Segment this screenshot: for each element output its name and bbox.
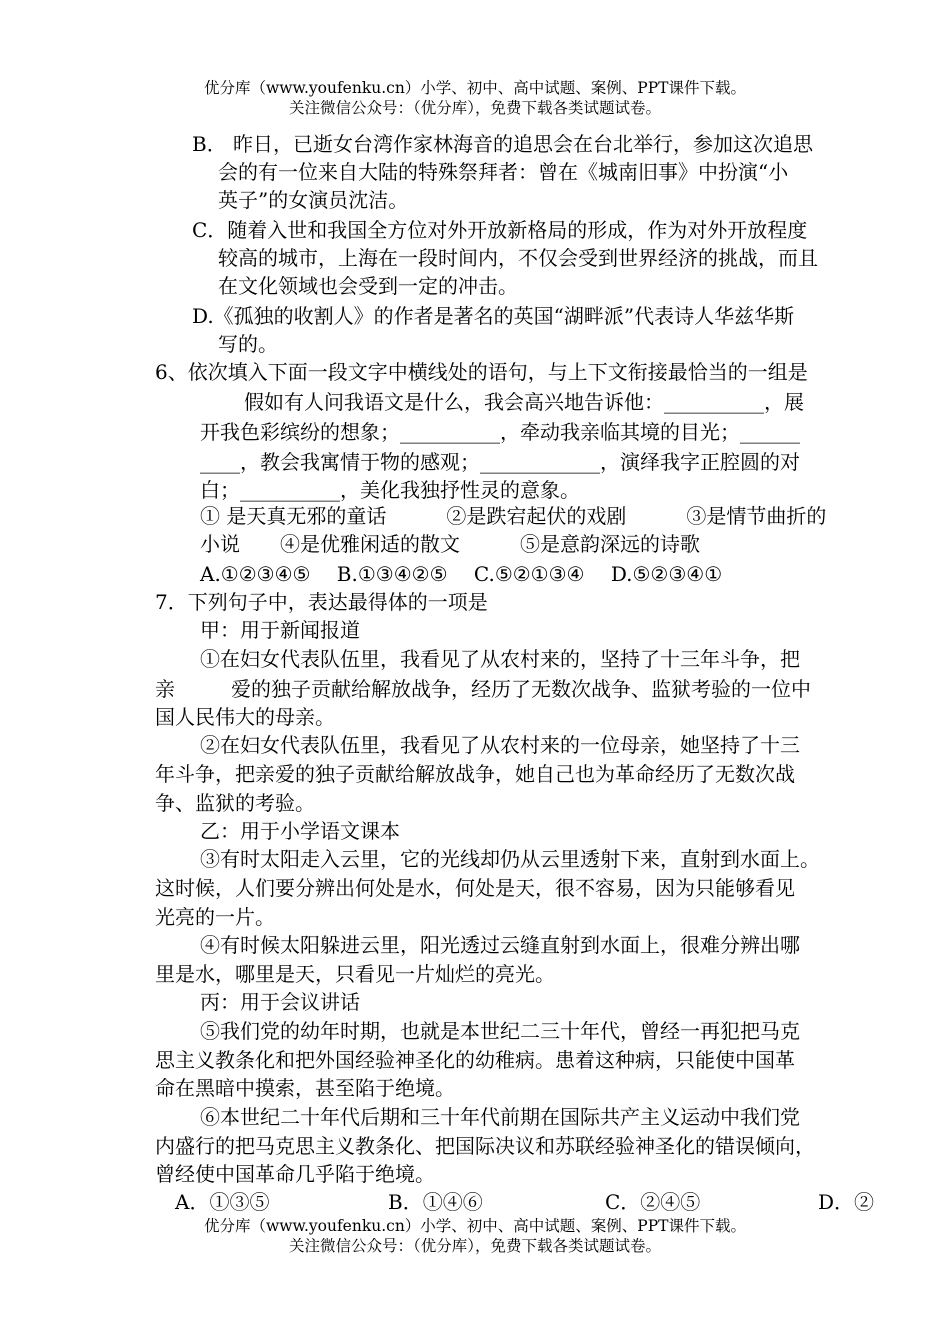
- q7-yi-label: 乙：用于小学语文课本: [200, 819, 400, 843]
- q7-sentence-1-line-3: 国人民伟大的母亲。: [155, 705, 335, 729]
- q7-sentence-4-line-2: 里是水，哪里是天，只看见一片灿烂的亮光。: [155, 962, 555, 986]
- q7-sentence-5-line-2: 思主义教条化和把外国经验神圣化的幼稚病。患着这种病，只能使中国革: [155, 1048, 795, 1072]
- q7-sentence-1-line-2: [155, 675, 811, 703]
- footer-line-1: 优分库（www.youfenku.cn）小学、初中、高中试题、案例、PPT课件下载。: [203, 1217, 747, 1235]
- q7-sentence-1-line-2a: 亲: [155, 677, 175, 701]
- q7-sentence-3-line-3: 光亮的一片。: [155, 905, 275, 929]
- header-line-2: 关注微信公众号：（优分库），免费下载各类试题试卷。: [288, 99, 661, 117]
- header-line-1: 优分库（www.youfenku.cn）小学、初中、高中试题、案例、PPT课件下载。: [203, 79, 747, 97]
- q7-option-a: A．①③⑤: [175, 1190, 270, 1214]
- q7-sentence-5-line-3: 命在黑暗中摸索，甚至陷于绝境。: [155, 1076, 455, 1100]
- q6-passage-line-4: 白；__________，美化我独抒性灵的意象。: [200, 478, 580, 502]
- q5-option-d-line-2: 写的。: [218, 332, 278, 356]
- q7-stem: 7．下列句子中，表达最得体的一项是: [155, 590, 488, 614]
- q6-answer-options: A.①②③④⑤ B.①③④②⑤ C.⑤②①③④ D.⑤②③④①: [200, 562, 723, 586]
- footer-line-2: 关注微信公众号：（优分库），免费下载各类试题试卷。: [288, 1237, 661, 1255]
- q7-option-d: D．②: [818, 1190, 875, 1214]
- q5-option-c-line-1: C．随着入世和我国全方位对外开放新格局的形成，作为对外开放程度: [192, 218, 808, 242]
- q5-option-b-line-1: B． 昨日，已逝女台湾作家林海音的追思会在台北举行，参加这次追思: [192, 132, 814, 156]
- q5-option-b-line-2: 会的有一位来自大陆的特殊祭拜者：曾在《城南旧事》中扮演“小: [218, 160, 789, 184]
- q7-sentence-3-line-2: 这时候，人们要分辨出何处是水，何处是天，很不容易，因为只能够看见: [155, 876, 795, 900]
- q7-sentence-6-line-3: 曾经使中国革命几乎陷于绝境。: [155, 1162, 435, 1186]
- q7-sentence-2-line-3: 争、监狱的考验。: [155, 791, 315, 815]
- q6-passage-line-1: 假如有人问我语文是什么，我会高兴地告诉他：__________，展: [244, 390, 804, 414]
- q6-passage-line-3: ____，教会我寓情于物的感观；____________，演绎我字正腔圆的对: [200, 450, 800, 474]
- q7-sentence-6-line-1: ⑥本世纪二十年代后期和三十年代前期在国际共产主义运动中我们党: [200, 1105, 800, 1129]
- q7-jia-label: 甲：用于新闻报道: [200, 618, 360, 642]
- q7-sentence-6-line-2: 内盛行的把马克思主义教条化、把国际决议和苏联经验神圣化的错误倾向，: [155, 1134, 815, 1158]
- q7-option-c: C．②④⑤: [605, 1190, 701, 1214]
- q7-sentence-4-line-1: ④有时候太阳躲进云里，阳光透过云缝直射到水面上，很难分辨出哪: [200, 933, 800, 957]
- q7-sentence-2-line-2: 年斗争，把亲爱的独子贡献给解放战争，她自己也为革命经历了无数次战: [155, 762, 795, 786]
- q7-bing-label: 丙：用于会议讲话: [200, 990, 360, 1014]
- q6-items-line-1: ① 是天真无邪的童话 ②是跌宕起伏的戏剧 ③是情节曲折的: [200, 504, 827, 528]
- q6-passage-line-2: 开我色彩缤纷的想象；__________，牵动我亲临其境的目光；______: [200, 420, 800, 444]
- q7-sentence-5-line-1: ⑤我们党的幼年时期，也就是本世纪二三十年代，曾经一再犯把马克: [200, 1019, 800, 1043]
- q5-option-c-line-2: 较高的城市，上海在一段时间内，不仅会受到世界经济的挑战，而且: [218, 246, 818, 270]
- q6-stem: 6、依次填入下面一段文字中横线处的语句，与上下文衔接最恰当的一组是: [155, 360, 808, 384]
- q7-sentence-3-line-1: ③有时太阳走入云里，它的光线却仍从云里透射下来，直射到水面上。: [200, 847, 820, 871]
- q7-sentence-2-line-1: ②在妇女代表队伍里，我看见了从农村来的一位母亲，她坚持了十三: [200, 733, 800, 757]
- q5-option-d-line-1: D.《孤独的收割人》的作者是著名的英国“湖畔派”代表诗人华兹华斯: [192, 304, 795, 328]
- q7-option-b: B．①④⑥: [388, 1190, 483, 1214]
- q7-sentence-1-line-2b: 爱的独子贡献给解放战争，经历了无数次战争、监狱考验的一位中: [231, 677, 811, 701]
- q5-option-c-line-3: 在文化领域也会受到一定的冲击。: [218, 274, 518, 298]
- q7-sentence-1-line-1: ①在妇女代表队伍里，我看见了从农村来的，坚持了十三年斗争，把: [200, 647, 800, 671]
- q6-items-line-2: 小说 ④是优雅闲适的散文 ⑤是意韵深远的诗歌: [200, 532, 700, 556]
- q5-option-b-line-3: 英子”的女演员沈洁。: [218, 188, 409, 212]
